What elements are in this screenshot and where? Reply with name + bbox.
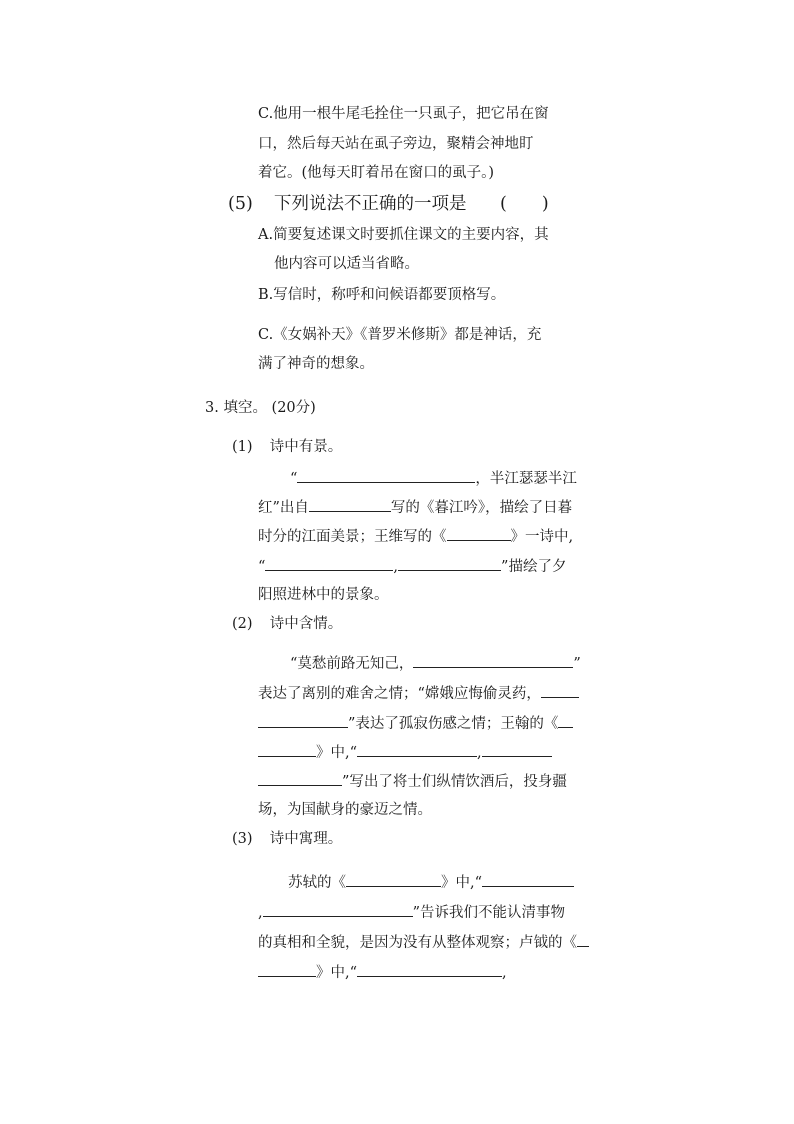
text: 写的《暮江吟》，描绘了日暮: [390, 500, 573, 516]
text: “: [290, 471, 298, 487]
text: “莫愁前路无知己，: [290, 656, 414, 672]
q3-part2-line1: [290, 653, 581, 674]
q3-part2-line6: 场，为国献身的豪迈之情。: [258, 802, 432, 818]
text: ,: [393, 559, 399, 575]
text: 》一诗中,: [510, 529, 574, 545]
answer-blank[interactable]: [447, 526, 511, 541]
answer-blank[interactable]: [357, 962, 502, 977]
answer-blank[interactable]: [258, 962, 316, 977]
q3-part3-row: [232, 829, 342, 849]
q3-part3-line2: [258, 902, 565, 923]
answer-blank[interactable]: [258, 742, 316, 757]
q3-part2-line3: [258, 713, 573, 734]
text: 的真相和全貌，是因为没有从整体观察；卢钺的《: [258, 935, 577, 951]
q3-part2-line2: [258, 683, 579, 704]
q3-part3-heading: 诗中寓理。: [269, 831, 343, 847]
text: ”写出了将士们纵情饮酒后，投身疆: [342, 774, 567, 790]
answer-blank[interactable]: [541, 683, 579, 698]
answer-blank[interactable]: [482, 742, 552, 757]
q3-title: 3. 填空。 (20分): [205, 400, 316, 416]
q3-part2-row: [232, 614, 342, 634]
item5-option-c-line2: 满了神奇的想象。: [258, 356, 374, 372]
item5-row: [228, 193, 466, 215]
q3-part3-line3: [258, 932, 589, 953]
q2-option-c-line3: 着它。(他每天盯着吊在窗口的虱子。): [258, 165, 495, 181]
answer-blank[interactable]: [398, 556, 501, 571]
q3-part2-heading: 诗中含情。: [269, 616, 343, 632]
answer-blank[interactable]: [258, 713, 348, 728]
answer-blank[interactable]: [357, 742, 477, 757]
text: ”表达了孤寂伤感之情；王翰的《: [348, 716, 559, 732]
q3-part1-line2: [258, 497, 572, 518]
text: ,: [502, 965, 507, 981]
answer-blank[interactable]: [297, 468, 475, 483]
text: ,: [477, 745, 482, 761]
q3-part1-row: [232, 437, 342, 457]
text: 时分的江面美景；王维写的《: [258, 529, 447, 545]
q3-part1-number: (1): [232, 439, 253, 455]
item5-option-a-line2: 他内容可以适当省略。: [274, 256, 419, 272]
q3-part2-line4: [258, 742, 552, 763]
text: 红”出自: [258, 500, 309, 516]
answer-blank[interactable]: [258, 771, 342, 786]
text: ,: [258, 905, 263, 921]
item5-option-c-line1: C.《女娲补天》《普罗米修斯》都是神话，充: [258, 327, 542, 343]
answer-blank[interactable]: [265, 556, 393, 571]
text: ”: [573, 656, 581, 672]
q3-part3-line1: [288, 872, 574, 893]
text: 》中,“: [316, 745, 358, 761]
q3-part2-line5: [258, 771, 567, 792]
q3-part3-line4: [258, 962, 507, 983]
answer-blank[interactable]: [309, 497, 391, 512]
item5-option-a-line1: A.简要复述课文时要抓住课文的主要内容，其: [258, 227, 549, 243]
text: 》中,“: [441, 875, 483, 891]
text: 表达了离别的难舍之情；“嫦娥应悔偷灵药，: [258, 686, 541, 702]
q3-part1-line3: [258, 526, 573, 547]
q3-part1-line4: [258, 556, 566, 577]
q2-option-c-line2: 口，然后每天站在虱子旁边，聚精会神地盯: [258, 136, 534, 152]
answer-blank[interactable]: [413, 653, 573, 668]
text: 苏轼的《: [288, 875, 346, 891]
item5-answer-paren[interactable]: ( ): [500, 194, 549, 214]
text: ，半江瑟瑟半江: [475, 471, 577, 487]
answer-blank[interactable]: [346, 872, 441, 887]
q3-part1-line1: [290, 468, 577, 489]
text: “: [258, 559, 266, 575]
q3-part2-number: (2): [232, 616, 253, 632]
q3-part1-line5: 阳照进林中的景象。: [258, 587, 389, 603]
q3-part1-heading: 诗中有景。: [269, 439, 343, 455]
item5-option-b: B.写信时，称呼和问候语都要顶格写。: [258, 287, 506, 303]
answer-blank[interactable]: [482, 872, 574, 887]
text: ”描绘了夕: [501, 559, 567, 575]
text: 》中,“: [316, 965, 358, 981]
item5-number: (5): [228, 194, 253, 214]
q2-option-c-line1: C.他用一根牛尾毛拴住一只虱子，把它吊在窗: [258, 106, 549, 122]
item5-stem: 下列说法不正确的一项是: [273, 194, 467, 214]
answer-blank[interactable]: [263, 902, 413, 917]
q3-part3-number: (3): [232, 831, 253, 847]
text: ”告诉我们不能认清事物: [412, 905, 566, 921]
answer-blank[interactable]: [558, 713, 573, 728]
answer-blank[interactable]: [577, 932, 589, 947]
